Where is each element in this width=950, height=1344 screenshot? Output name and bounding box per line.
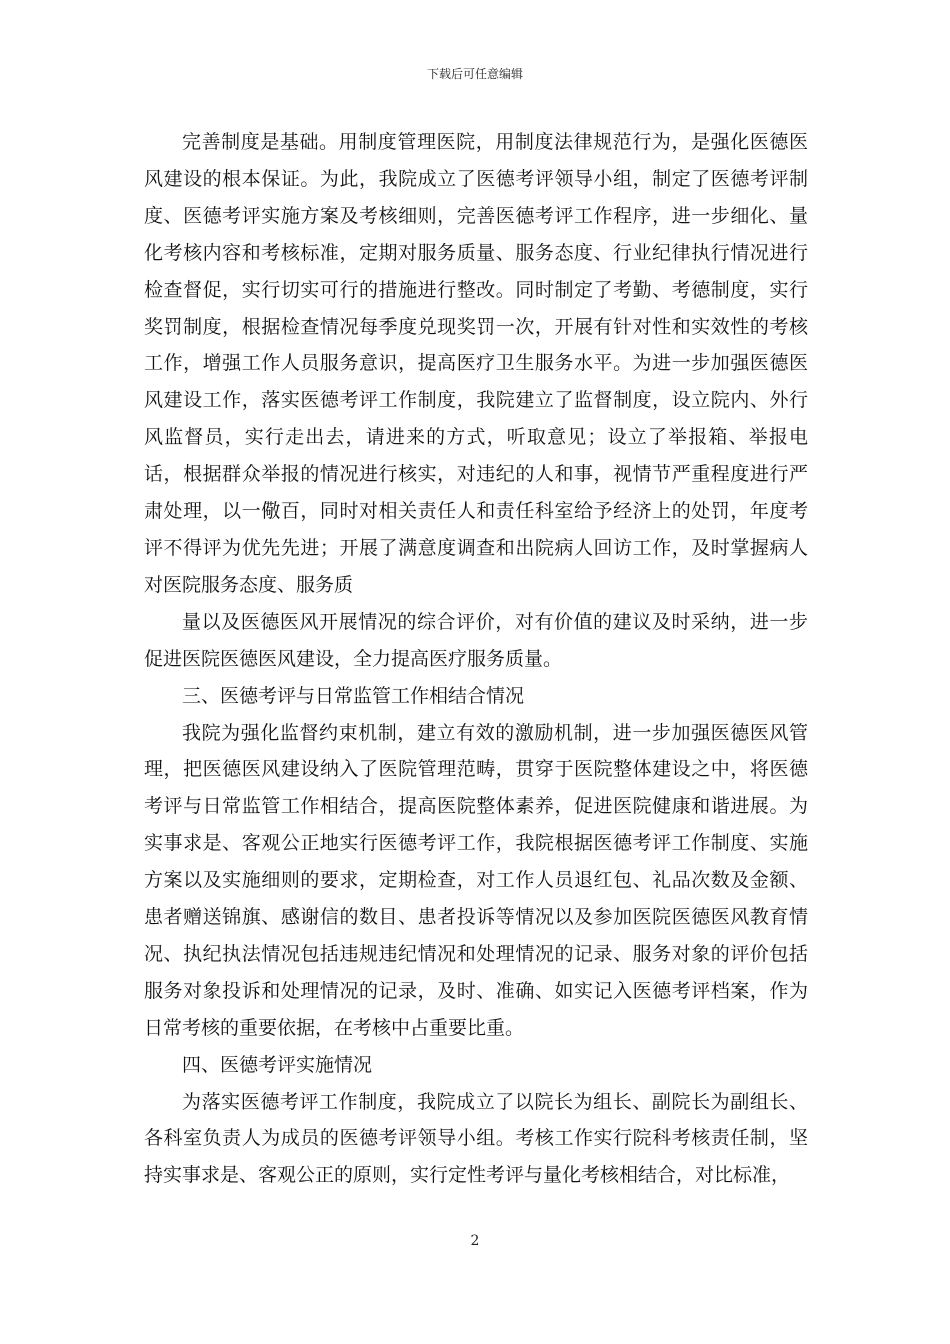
paragraph-service-quality: 量以及医德医风开展情况的综合评价，对有价值的建议及时采纳，进一步促进医院医德医风建设，全力提高医疗服务质量。 [144, 610, 808, 670]
page-header: 下载后可任意编辑 [426, 67, 523, 81]
paragraph-daily-supervision: 我院为强化监督约束机制，建立有效的激励机制，进一步加强医德医风管理，把医德医风建设纳入了医院管理范畴，贯穿于医院整体建设之中，将医德考评与日常监管工作相结合，提高医院整体素养，促进医院健康和谐进展。为实事求是、客观公正地实行医德考评工作，我院根据医德考评工作制度、实施方案以及实施细则的要求，定期检查，对工作人员退红包、礼品次数及金额、患者赠送锦旗、感谢信的数目、患者投诉等情况以及参加医院医德医风教育情况、执纪执法情况包括违规违纪情况和处理情况的记录、服务对象的评价包括服务对象投诉和处理情况的记录，及时、准确、如实记入医德考评档案，作为日常考核的重要依据，在考核中占重要比重。 [144, 721, 808, 1039]
section-heading-4: 四、医德考评实施情况 [182, 1053, 373, 1076]
document-body [144, 124, 808, 1194]
paragraph-implementation: 为落实医德考评工作制度，我院成立了以院长为组长、副院长为副组长、各科室负责人为成员的医德考评领导小组。考核工作实行院科考核责任制，坚持实事求是、客观公正的原则，实行定性考评与量化考核相结合，对比标准， [144, 1090, 808, 1187]
section-heading-3: 三、医德考评与日常监管工作相结合情况 [182, 684, 525, 707]
paragraph-system-improvement: 完善制度是基础。用制度管理医院，用制度法律规范行为，是强化医德医风建设的根本保证。为此，我院成立了医德考评领导小组，制定了医德考评制度、医德考评实施方案及考核细则，完善医德考评工作程序，进一步细化、量化考核内容和考核标准，定期对服务质量、服务态度、行业纪律执行情况进行检查督促，实行切实可行的措施进行整改。同时制定了考勤、考德制度，实行奖罚制度，根据检查情况每季度兑现奖罚一次，开展有针对性和实效性的考核工作，增强工作人员服务意识，提高医疗卫生服务水平。为进一步加强医德医风建设工作，落实医德考评工作制度，我院建立了监督制度，设立院内、外行风监督员，实行走出去，请进来的方式，听取意见；设立了举报箱、举报电话，根据群众举报的情况进行核实，对违纪的人和事，视情节严重程度进行严肃处理，以一儆百，同时对相关责任人和责任科室给予经济上的处罚，年度考评不得评为优先先进；开展了满意度调查和出院病人回访工作，及时掌握病人对医院服务态度、服务质 [144, 131, 808, 596]
page-number: 2 [470, 1233, 480, 1249]
